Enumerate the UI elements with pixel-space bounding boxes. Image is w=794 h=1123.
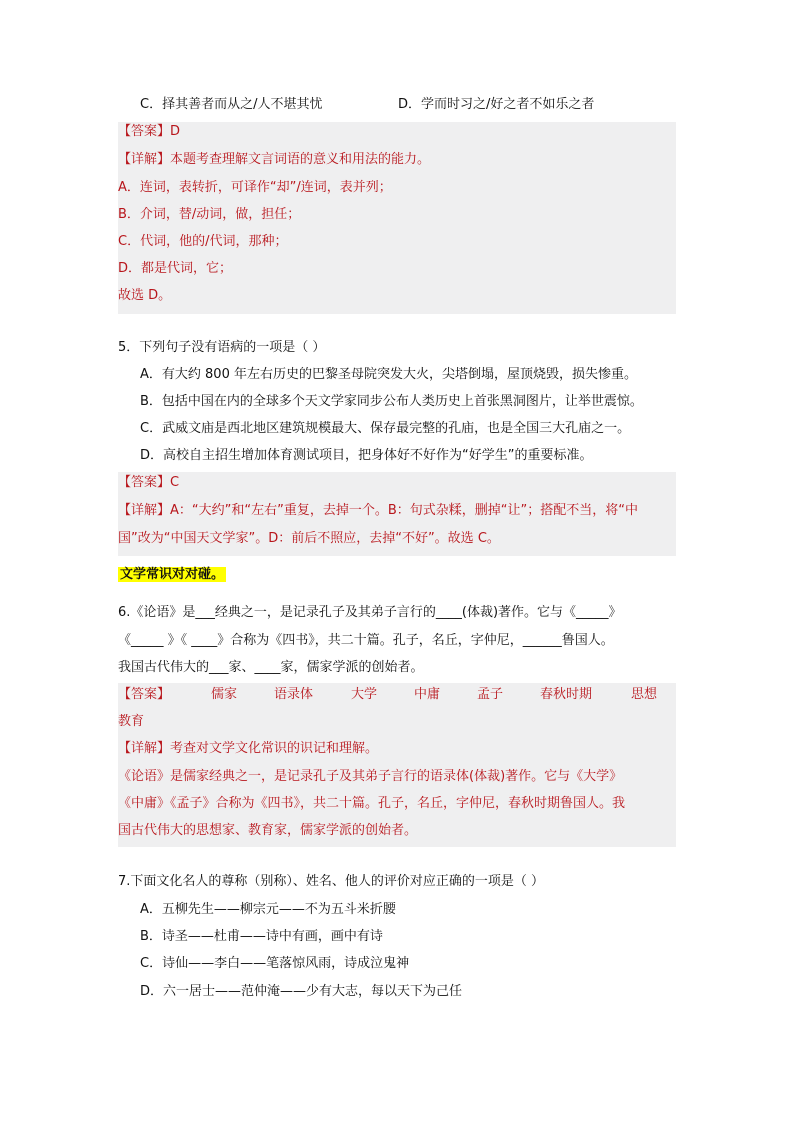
q6-answer-item: 教育 (118, 714, 145, 729)
detail-tag: 【详解】 (118, 503, 171, 518)
q6-detail-line: 《论语》是儒家经典之一，是记录孔子及其弟子言行的语录体(体裁)著作。它与《大学》 (118, 769, 623, 784)
q6-answer-item: 儒家 (211, 687, 238, 702)
detail-text: A：“大约”和“左右”重复，去掉一个。B：句式杂糅，删掉“让”；搭配不当，将“中 (170, 503, 638, 518)
q4-option-d: D．学而时习之/好之者不如乐之者 (398, 97, 595, 112)
q5-option-c: C．武威文庙是西北地区建筑规模最大、保存最完整的孔庙，也是全国三大孔庙之一。 (140, 421, 631, 436)
q5-stem: 5．下列句子没有语病的一项是（ ） (118, 340, 326, 355)
q6-stem-line: 《_____ 》《 ____》合称为《四书》，共二十篇。孔子，名丘，字仲尼，______鲁国人。 (118, 633, 614, 648)
q7-option-b: B．诗圣——杜甫——诗中有画，画中有诗 (140, 929, 383, 944)
answer-tag: 【答案】 (118, 124, 171, 139)
q4-detail-line: A．连词，表转折，可译作“却”/连词，表并列； (118, 180, 392, 195)
q6-answer (118, 685, 170, 705)
q4-option-c: C．择其善者而从之/人不堪其忧 (140, 97, 323, 112)
q5-detail-line: 国”改为“中国天文学家”。D：前后不照应，去掉“不好”。故选 C。 (118, 531, 500, 546)
q7-option-c: C．诗仙——李白——笔落惊风雨，诗成泣鬼神 (140, 956, 410, 971)
q4-detail-line: C．代词，他的/代词，那种； (118, 234, 288, 249)
answer-value: D (170, 124, 181, 139)
q6-answer-item: 语录体 (274, 687, 314, 702)
answer-tag: 【答案】 (118, 687, 171, 702)
q6-stem-line: 我国古代伟大的___家、____家，儒家学派的创始者。 (118, 660, 424, 675)
q7-option-d: D．六一居士——范仲淹——少有大志，每以天下为己任 (140, 984, 463, 999)
q5-option-a: A．有大约 800 年左右历史的巴黎圣母院突发大火，尖塔倒塌，屋顶烧毁，损失惨重。 (140, 367, 637, 382)
detail-text: 本题考查理解文言词语的意义和用法的能力。 (170, 152, 431, 167)
q7-stem: 7.下面文化名人的尊称（别称）、姓名、他人的评价对应正确的一项是（ ） (118, 874, 545, 889)
q4-detail (118, 150, 430, 170)
section-title: 文学常识对对碰。 (120, 567, 225, 582)
q5-detail (118, 501, 638, 521)
q5-option-b: B．包括中国在内的全球多个天文学家同步公布人类历史上首张黑洞图片，让举世震惊。 (140, 394, 643, 409)
q4-detail-line: D．都是代词，它； (118, 261, 233, 276)
q4-detail-line: B．介词，替/动词，做，担任； (118, 207, 301, 222)
q7-option-a: A．五柳先生——柳宗元——不为五斗米折腰 (140, 902, 396, 917)
q6-detail (118, 739, 378, 759)
q6-answer-item: 思想 (631, 687, 658, 702)
q4-answer (118, 122, 180, 142)
q6-answer-item: 春秋时期 (540, 687, 593, 702)
q6-detail-line: 《中庸》《孟子》合称为《四书》，共二十篇。孔子，名丘，字仲尼，春秋时期鲁国人。我 (118, 796, 626, 811)
q6-answer-item: 孟子 (477, 687, 504, 702)
answer-value: C (170, 475, 180, 490)
detail-text: 考查对文学文化常识的识记和理解。 (170, 741, 379, 756)
q6-answer-item: 大学 (351, 687, 378, 702)
q4-detail-line: 故选 D。 (118, 288, 172, 303)
detail-tag: 【详解】 (118, 741, 171, 756)
answer-tag: 【答案】 (118, 475, 171, 490)
q6-answer-item: 中庸 (414, 687, 441, 702)
q5-answer (118, 473, 179, 493)
q5-option-d: D．高校自主招生增加体育测试项目，把身体好不好作为“好学生”的重要标准。 (140, 448, 593, 463)
q6-stem-line: 6.《论语》是___经典之一，是记录孔子及其弟子言行的____(体裁)著作。它与《_____》 (118, 605, 622, 620)
q6-detail-line: 国古代伟大的思想家、教育家，儒家学派的创始者。 (118, 823, 418, 838)
detail-tag: 【详解】 (118, 152, 171, 167)
